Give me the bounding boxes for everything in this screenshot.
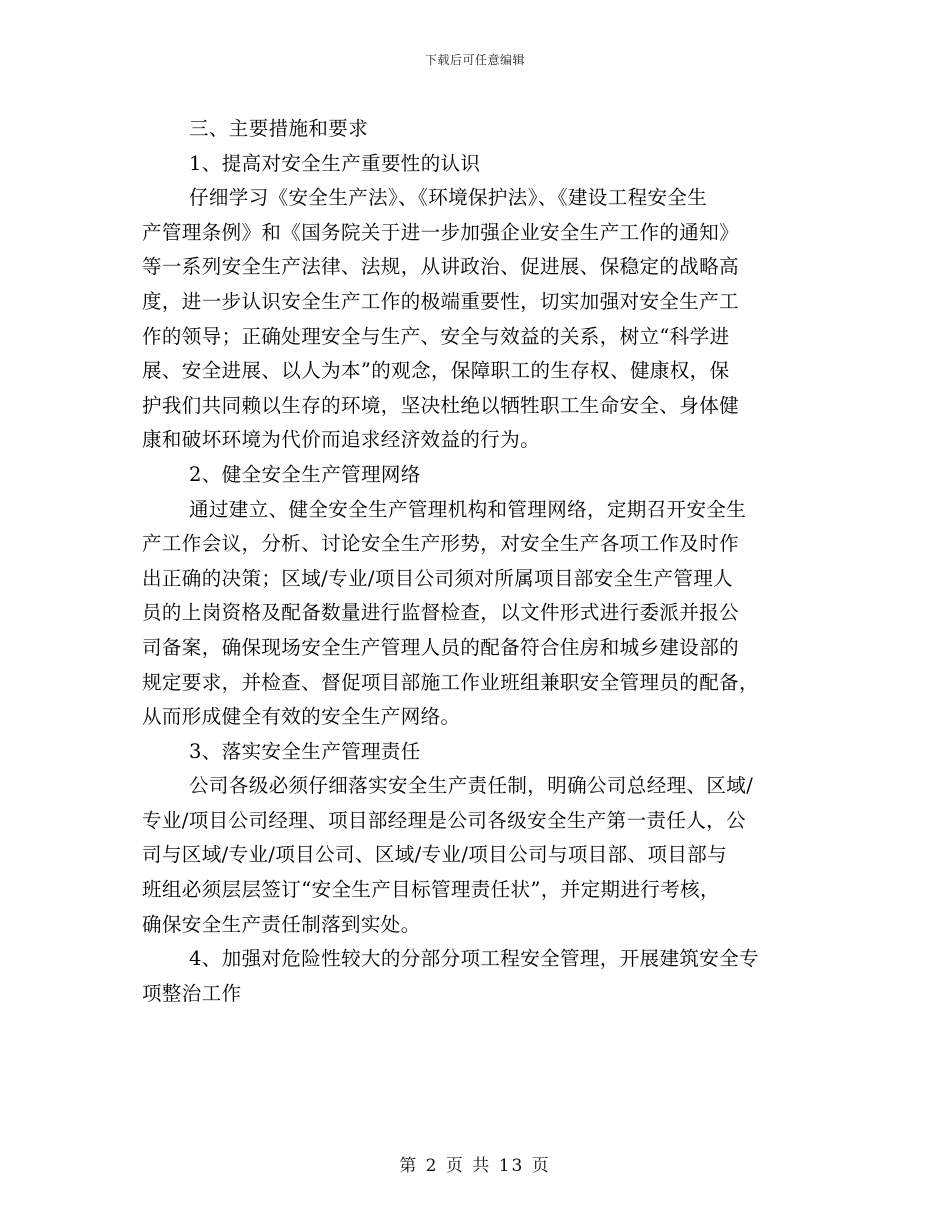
paragraph-3-line: 司与区域/专业/项目公司、区域/专业/项目公司与项目部、项目部与 [142, 843, 728, 867]
page-number-footer: 第 2 页 共 13 页 [399, 1156, 551, 1176]
subsection-heading-4: 4、加强对危险性较大的分部分项工程安全管理，开展建筑安全专 [189, 947, 760, 971]
paragraph-2-line: 产工作会议，分析、讨论安全生产形势，对安全生产各项工作及时作 [142, 532, 740, 556]
paragraph-2-line: 司备案，确保现场安全生产管理人员的配备符合住房和城乡建设部的 [142, 635, 740, 659]
paragraph-1-line: 度，进一步认识安全生产工作的极端重要性，切实加强对安全生产工 [142, 289, 740, 313]
paragraph-3-line: 班组必须层层签订“安全生产目标管理责任状”，并定期进行考核， [142, 878, 720, 902]
subsection-heading-1: 1、提高对安全生产重要性的认识 [189, 151, 481, 175]
paragraph-1-line: 产管理条例》和《国务院关于进一步加强企业安全生产工作的通知》 [142, 220, 740, 244]
subsection-heading-2: 2、健全安全生产管理网络 [189, 462, 421, 486]
paragraph-3-line: 专业/项目公司经理、项目部经理是公司各级安全生产第一责任人，公 [142, 808, 746, 832]
paragraph-3-line: 确保安全生产责任制落到实处。 [142, 912, 421, 936]
paragraph-2-line: 员的上岗资格及配备数量进行监督检查，以文件形式进行委派并报公 [142, 601, 740, 625]
subsection-heading-4-continued: 项整治工作 [142, 981, 242, 1005]
paragraph-1-line: 作的领导；正确处理安全与生产、安全与效益的关系，树立“科学进 [142, 324, 730, 348]
document-body [142, 112, 804, 1011]
paragraph-3-line: 公司各级必须仔细落实安全生产责任制，明确公司总经理、区域/ [189, 774, 754, 798]
section-heading: 三、主要措施和要求 [189, 117, 369, 140]
paragraph-1-line: 仔细学习《安全生产法》、《环境保护法》、《建设工程安全生 [189, 186, 708, 210]
paragraph-2-line: 通过建立、健全安全生产管理机构和管理网络，定期召开安全生 [189, 497, 747, 521]
paragraph-1-line: 护我们共同赖以生存的环境，坚决杜绝以牺牲职工生命安全、身体健 [142, 393, 740, 417]
paragraph-1-line: 康和破坏环境为代价而追求经济效益的行为。 [142, 428, 541, 452]
paragraph-2-line: 出正确的决策；区域/专业/项目公司须对所属项目部安全生产管理人 [142, 566, 734, 590]
paragraph-2-line: 从而形成健全有效的安全生产网络。 [142, 705, 461, 729]
paragraph-1-line: 等一系列安全生产法律、法规，从讲政治、促进展、保稳定的战略高 [142, 255, 740, 279]
paragraph-2-line: 规定要求，并检查、督促项目部施工作业班组兼职安全管理员的配备， [142, 670, 759, 694]
page-header: 下载后可任意编辑 [424, 53, 525, 67]
paragraph-1-line: 展、安全进展、以人为本”的观念，保障职工的生存权、健康权，保 [142, 359, 730, 383]
subsection-heading-3: 3、落实安全生产管理责任 [189, 739, 421, 763]
